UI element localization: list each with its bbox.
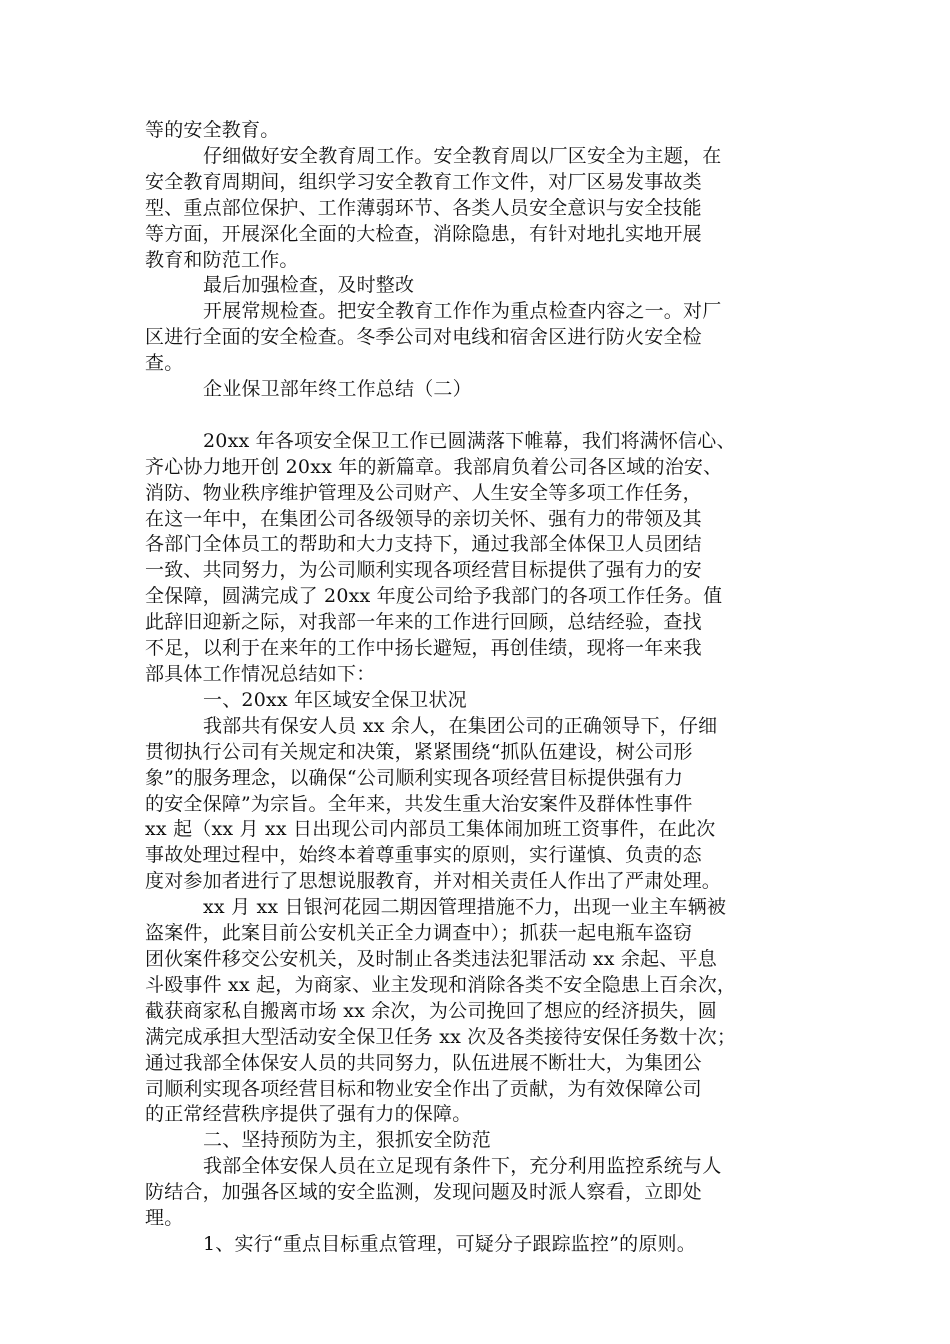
text-line: 团伙案件移交公安机关，及时制止各类违法犯罪活动 xx 余起、平息 <box>145 947 717 970</box>
text-line: 贯彻执行公司有关规定和决策，紧紧围绕“抓队伍建设，树公司形 <box>145 740 693 763</box>
text-line: 不足，以利于在来年的工作中扬长避短，再创佳绩，现将一年来我 <box>145 637 702 660</box>
text-line: 部具体工作情况总结如下： <box>145 663 376 686</box>
text-line: 度对参加者进行了思想说服教育，并对相关责任人作出了严肃处理。 <box>145 870 722 893</box>
text-line: 教育和防范工作。 <box>145 248 299 271</box>
text-line: 等方面，开展深化全面的大检查，消除隐患，有针对地扎实地开展 <box>145 222 702 245</box>
text-line: 盗案件，此案目前公安机关正全力调查中）；抓获一起电瓶车盗窃 <box>145 922 693 945</box>
text-line: 型、重点部位保护、工作薄弱环节、各类人员安全意识与安全技能 <box>145 196 702 219</box>
text-line: 齐心协力地开创 20xx 年的新篇章。我部肩负着公司各区域的治安、 <box>145 455 723 478</box>
text-line: 企业保卫部年终工作总结（二） <box>203 378 472 401</box>
text-line: 消防、物业秩序维护管理及公司财产、人生安全等多项工作任务， <box>145 481 702 504</box>
text-line: 的正常经营秩序提供了强有力的保障。 <box>145 1103 472 1126</box>
text-line: 理。 <box>145 1207 184 1230</box>
blank-line <box>145 403 820 429</box>
text-line: 司顺利实现各项经营目标和物业安全作出了贡献，为有效保障公司 <box>145 1077 702 1100</box>
text-line: 查。 <box>145 352 184 375</box>
text-line: 仔细做好安全教育周工作。安全教育周以厂区安全为主题，在 <box>203 144 722 167</box>
text-line: 截获商家私自搬离市场 xx 余次，为公司挽回了想应的经济损失，圆 <box>145 999 717 1022</box>
text-line: 斗殴事件 xx 起，为商家、业主发现和消除各类不安全隐患上百余次， <box>145 973 737 996</box>
text-line: xx 起（xx 月 xx 日出现公司内部员工集体闹加班工资事件，在此次 <box>145 818 716 841</box>
text-line: 开展常规检查。把安全教育工作作为重点检查内容之一。对厂 <box>203 300 722 323</box>
document-body <box>145 118 820 1258</box>
text-line: 我部共有保安人员 xx 余人，在集团公司的正确领导下，仔细 <box>203 714 718 737</box>
text-line: 区进行全面的安全检查。冬季公司对电线和宿舍区进行防火安全检 <box>145 326 702 349</box>
text-line: 等的安全教育。 <box>145 119 280 141</box>
text-line: 事故处理过程中，始终本着尊重事实的原则，实行谨慎、负责的态 <box>145 844 702 867</box>
text-line: 象”的服务理念，以确保“公司顺利实现各项经营目标提供强有力 <box>145 766 684 789</box>
text-line: 满完成承担大型活动安全保卫任务 xx 次及各类接待安保任务数十次； <box>145 1025 737 1048</box>
text-line: 最后加强检查，及时整改 <box>203 274 415 297</box>
text-line: 全保障，圆满完成了 20xx 年度公司给予我部门的各项工作任务。值 <box>145 585 723 608</box>
text-line: 1、实行“重点目标重点管理，可疑分子跟踪监控”的原则。 <box>203 1232 696 1255</box>
text-line: 各部门全体员工的帮助和大力支持下，通过我部全体保卫人员团结 <box>145 533 702 556</box>
text-line: 防结合，加强各区域的安全监测，发现问题及时派人察看，立即处 <box>145 1181 702 1204</box>
text-line: 一、20xx 年区域安全保卫状况 <box>203 688 467 711</box>
text-line: 一致、共同努力，为公司顺利实现各项经营目标提供了强有力的安 <box>145 559 702 582</box>
text-line: 二、坚持预防为主，狠抓安全防范 <box>203 1129 492 1152</box>
text-line: 的安全保障”为宗旨。全年来，共发生重大治安案件及群体性事件 <box>145 792 693 815</box>
text-line: 在这一年中，在集团公司各级领导的亲切关怀、强有力的带领及其 <box>145 507 702 530</box>
text-line: 安全教育周期间，组织学习安全教育工作文件，对厂区易发事故类 <box>145 170 702 193</box>
text-line: xx 月 xx 日银河花园二期因管理措施不力，出现一业主车辆被 <box>203 896 727 919</box>
text-line: 20xx 年各项安全保卫工作已圆满落下帷幕，我们将满怀信心、 <box>203 429 736 452</box>
text-line: 我部全体安保人员在立足现有条件下，充分利用监控系统与人 <box>203 1155 722 1178</box>
text-line: 此辞旧迎新之际，对我部一年来的工作进行回顾，总结经验，查找 <box>145 611 702 634</box>
text-line: 通过我部全体保安人员的共同努力，队伍进展不断壮大，为集团公 <box>145 1051 702 1074</box>
